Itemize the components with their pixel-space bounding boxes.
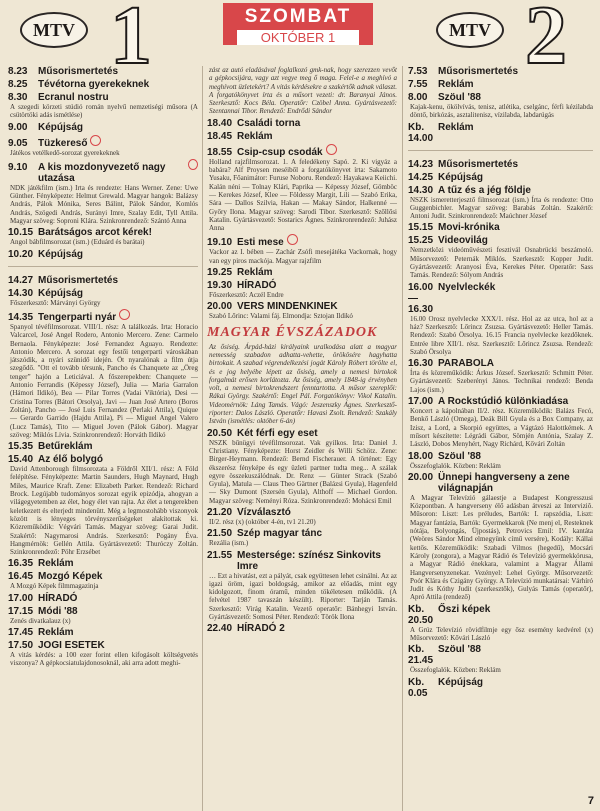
program-title: A tűz és a jég földje: [438, 184, 531, 196]
program-title: Műsorismertetés: [438, 66, 519, 77]
program-heading: [8, 309, 198, 323]
mtv1-schedule: [8, 66, 198, 811]
program-time: 14.30: [408, 184, 434, 196]
program-description: Zenés divatkalauz (x): [10, 616, 71, 625]
program-title: Műsorismertetés: [38, 66, 119, 77]
program-description: Holland rajzfilmsorozat. 1. A feledékeny Sapó. 2. Ki vigyáz a babára? Alf Proysen meséiből a forgatókönyvet írta: Sakamoto Yusaku, Főanimátor: Furuse Noboru. Rendező: Hayakawa Keiichi. Kalán néni — Tolnay Klári, Paprika — Képessy József, Gömböc — Kerekes József, Klee — Földessy Margit, Lili — Szabó Erika, Sára — Dallos Szilvia, Hakan — Makay Sándor, Halkenné — Győry Ilona. Magyar szöveg: Sarodi Tibor. Szerkesztő: Szőllősi Katalin. Gyártásvezető: Sostarics Ágnes. Szinkronrendező: Juhász Anna: [209, 157, 397, 233]
program-heading: [8, 593, 198, 604]
program-heading: [408, 222, 593, 233]
program-item: [408, 159, 593, 170]
program-item: [408, 677, 593, 699]
program-description: Vackor az I. bében — Zachár Zsófi mesejátéka Vackornak, hogy van egy piros mackója. Magyar rajzfilm: [209, 248, 397, 265]
program-heading: [408, 677, 593, 699]
program-time: 20.00: [207, 301, 233, 313]
program-item: [408, 122, 593, 144]
program-description: Főszerkesztő: Aczél Endre: [209, 291, 284, 300]
program-heading: [408, 235, 593, 246]
program-title: HÍRADÓ: [237, 280, 277, 292]
program-item: [207, 623, 397, 634]
program-title: Mozgó Képek: [38, 571, 103, 583]
program-heading: [408, 358, 593, 369]
program-description: II/2. rész (x) (október 4-én, tv1 21.20): [209, 517, 316, 526]
program-title: Tengerparti nyár: [38, 311, 117, 323]
program-title: A Rockstúdió különkiadása: [438, 396, 569, 408]
program-heading: [207, 528, 397, 539]
program-time: 18.40: [207, 117, 233, 129]
program-description: NSZK bűnügyi tévéfilmsorozat. Vak gyilkos. Irta: Daniel J. Christiany. Fényképezte: Horst Zeidler és Willi Schötz. Zene: Birger-Heymann. Rendező: Bernd Fischerauer. A történet: Egy ékszerész fényképe és egy üzleti partner tudta meg... A szálak egyre összekuszálódnak. Dr. Renz — Günter Strack (Szabó Gyula), Matula — Claus Theo Gärtner (Balázsi Gyula), Hagenfeld — Sky Dumont (Szersén Gyula), Althoff — Michael Gordon. Magyar szöveg: Neményi Róza. Szinkronrendező: Mohácsi Emil: [209, 438, 397, 505]
program-heading: [207, 623, 397, 634]
program-time: 17.50: [8, 639, 34, 651]
program-item: [8, 275, 198, 286]
program-description: 16.00 Orosz nyelvlecke XXX/1. rész. Hol az az utca, hol az a ház? Szerkesztő: Lőrincz Zsuzsa. Gyártásvezető: Heller Tamás. Rendező: Szabó Örsolya. 16.15 Francia nyelvlecke kezdőknek. Entrée libre XII/1. rész. Szerkesztő: Lőrincz Zsuzsa. Rendező: Szabó Örsolya: [410, 314, 593, 356]
program-heading: [8, 288, 198, 299]
program-time: 18.55: [207, 146, 233, 158]
date-label: OKTÓBER 1: [237, 30, 359, 45]
program-description: Az ősiség. Árpád-házi királyaink uralkodása alatt a magyar nemesség szabadon adhatta-vehette, örökösére hagyhatta birtokait. A szabad végrendelkezési jogát Károly Róbert törölte el, és e jog helyébe lépett az ősiség, amely a nemesi birtokok forgalmát erősen korlátozta. Az ősiség, amely 1848-ig érvényben volt, a nemesi birtokrendszert fenntartotta. A műsor szereplői: Rákai György. Szakértő: Engel Pál. Forgatókönyv: Vikol Katalin. Videomérnök: Láng Tamás. Vágó: Jeszenszky Ágnes. Szerkesztő-riporter: Dalos László. Operatőr: Havasi Zsolt. Rendező: Szakály István (ismétlés: október 6-án): [209, 342, 397, 426]
program-item: [8, 122, 198, 133]
continued-schedule: [207, 66, 397, 811]
program-heading: [8, 606, 198, 617]
program-item: [408, 92, 593, 120]
highlight-mark: [188, 159, 198, 170]
program-description: Szabó Lőrinc: Valami fáj. Elmondja: Sztojan Ildikó: [209, 312, 353, 321]
program-item: [8, 79, 198, 90]
program-heading: [207, 507, 397, 518]
program-item: [207, 144, 397, 233]
program-item: [408, 66, 593, 77]
program-item: [207, 131, 397, 142]
program-title: Két férfi egy eset: [237, 427, 318, 439]
program-time: 15.35: [8, 441, 34, 453]
section-divider: [8, 266, 198, 267]
program-time: 18.00: [408, 450, 434, 462]
program-time: 10.20: [8, 248, 34, 260]
program-title: Reklám: [237, 267, 273, 279]
program-title: Ecranul nostru: [38, 92, 109, 103]
program-heading: [8, 558, 198, 569]
program-time: 17.45: [8, 626, 34, 638]
program-title: Szöul '88: [438, 644, 481, 656]
program-heading: [408, 92, 593, 103]
program-title: Reklám: [38, 558, 74, 570]
program-title: JOGI ESETEK: [38, 639, 105, 651]
program-description: David Attenborough filmsorozata a Földről XII/1. rész: A Föld felépítése. Fényképezte: Martin Saunders, Hugh Maynard, Hugh Miles, Maurice Kraft. Zene: Elizabeth Parker. Rendező: Richard Brock. Legújabb tudományos sorozat egyik epizódja, ahogyan a világegyetemben az élet, hogy élet van rajta. Az élet a tengerekben keletkezett és elterjedt mindenütt. Még a legmostohább viszonyok között is lényeges törvényszerűségeket alakítottak ki. Közreműködik: Végvári Tamás. Magyar szöveg: Garai Judit. Szakértő: Nagymarosi András. Szerkesztő: Pogány Éva. Hangmérnök: Gellén Attila. Gyártásvezető: Thuróczy Zoltán. Szinkronrendező: Pöhr Erzsébet: [10, 465, 198, 557]
program-heading: [408, 79, 593, 90]
program-heading: [207, 144, 397, 158]
program-heading: [408, 122, 593, 144]
program-time: 16.45: [8, 571, 34, 583]
program-time: 7.55: [408, 79, 428, 90]
program-heading: [8, 79, 198, 90]
program-item: [8, 227, 198, 246]
program-description: Koncert a kápolnában II/2. rész. Közreműködik: Balázs Fecó, Benkő László (Omega), Deák Bill Gyula és a Box Company, az Izisz, a Lord, a Skorpió együttes, a Vágtázó Halottkémek. A műsort készítette: Légrádi Gábor, Sömjén Antónia, Szalay Z. László, Dobos Menyhért, Nagy Richárd, Kővári Zoltán: [410, 407, 593, 449]
program-time: 21.55: [207, 549, 233, 561]
program-time: 19.25: [207, 267, 233, 279]
program-item: [8, 66, 198, 77]
program-time: 14.23: [408, 158, 434, 170]
program-time: 15.40: [8, 454, 34, 466]
program-title: Reklám: [237, 130, 273, 142]
program-time: 16.35: [8, 558, 34, 570]
program-time: 19.30: [207, 280, 233, 292]
program-heading: [8, 627, 198, 638]
program-item: [207, 343, 397, 426]
program-heading: [207, 118, 397, 129]
program-item: [8, 249, 198, 260]
program-time: 17.15: [8, 605, 34, 617]
program-title: Szöul '88: [438, 450, 481, 462]
program-heading: [408, 644, 593, 666]
program-time: Kb. 20.50: [408, 603, 434, 626]
program-title: Betűreklám: [38, 441, 93, 453]
program-item: [408, 358, 593, 394]
program-title: Reklám: [438, 79, 474, 90]
program-title: Képújság: [438, 171, 484, 183]
program-heading: [408, 185, 593, 196]
program-title: Módi '88: [38, 605, 78, 617]
program-time: 18.45: [207, 130, 233, 142]
program-time: 8.23: [8, 66, 28, 77]
program-time: 14.35: [8, 311, 34, 323]
mtv2-schedule: [408, 66, 593, 811]
program-item: [8, 627, 198, 638]
program-heading: [207, 280, 397, 291]
program-heading: [8, 122, 198, 133]
program-title: Őszi képek: [438, 603, 491, 615]
day-banner: [223, 3, 373, 45]
highlight-mark: [326, 144, 337, 155]
program-title: Képújság: [438, 676, 484, 688]
program-heading: [408, 451, 593, 462]
highlight-mark: [90, 135, 101, 146]
continued-text: zást az autó eladásával foglalkozó gmk-nak, hogy szerezzen vevőt a gépkocsijára, vagy azt vegye meg ő maga. Felel-e a meghívó a meghívott üzletekért? A vitás kérdésekre a szakértők adnak választ. A forgatókönyvet írta és a műsort vezeti: dr. Baranyai János. Szerkesztő: Kocs Béla. Operatőr: Czöbel Anna. Gyártásvezető: Szentannai Tibor. Rendező: Endrődi Sándor: [209, 66, 397, 116]
program-heading: [207, 131, 397, 142]
program-time: 8.00: [408, 92, 428, 103]
program-item: [8, 454, 198, 556]
column-divider: [202, 66, 203, 811]
channel-1-number: 1: [110, 0, 152, 82]
program-time: 15.15: [408, 222, 434, 234]
channel-2-number: 2: [525, 0, 567, 82]
program-item: [207, 428, 397, 505]
program-title: Mestersége: színész Sinkovits Imre: [237, 549, 381, 572]
program-title: HÍRADÓ 2: [237, 623, 285, 635]
program-description: Összefoglalók. Közben: Reklám: [410, 666, 501, 675]
program-time: 16.30: [408, 358, 434, 370]
program-item: [207, 66, 397, 116]
highlight-mark: [119, 309, 130, 320]
program-heading: [8, 249, 198, 260]
program-heading: [207, 550, 397, 572]
program-heading: [8, 640, 198, 651]
program-time: 9.05: [8, 137, 28, 149]
program-time: 14.27: [8, 274, 34, 286]
program-item: [8, 288, 198, 307]
program-time: 14.25: [408, 171, 434, 183]
program-item: [8, 558, 198, 569]
program-time: 9.10: [8, 161, 28, 173]
program-item: [8, 571, 198, 590]
program-description: Spanyol tévéfilmsorozat. VIII/1. rész: A találkozás. Irta: Horacio Valcarcel, José Angel Rodero, Antonio Mercero. Zene: Carmelo Bernaola. Fényképezte: José Fernandez Aguayo. Rendezte: Antonio Mercero. A sorozat egy festői tengerparti városkában játszódik, a nyári szünidő idején. Öt nyaralónak a film útja szegődő. "Ott el tovább térsunk, Pancho és Chanquete az „Öreg tenger” hajón a Leticiával. A főszerepekben: Chanquete — Antonio Ferrandis (Képessy József), Julia — Maria Garralon (Hámori Ildikó), Bea — Pilar Torres (Vadai Viktória), Desi — Cristina Torres (Bátori Orsolya), Javi — Juan José Artero (Boros Zoltán), Pancho — José Luis Fernandez (Perlaki Attila), Quique — Gerardo Garrido (Hajdu Attila), Pi — Miguel Angel Valero (Lucz Tamás), Tito — Miguel Joven (Pálok Gábor). Magyar szöveg: Miklós Lívia. Szinkronrendező: Horváth Ildikó: [10, 322, 198, 439]
program-title: Movi-krónika: [438, 222, 500, 234]
program-heading: [8, 92, 198, 103]
program-item: [207, 550, 397, 622]
program-heading: [8, 159, 198, 184]
program-heading: [8, 454, 198, 465]
program-title: Vízválasztó: [237, 506, 291, 518]
program-title: Csip-csup csodák: [237, 146, 323, 158]
program-heading: [8, 135, 198, 149]
program-item: [8, 309, 198, 439]
program-description: NDK játékfilm (ism.) Irta és rendezte: Hans Werner. Zene: Uwe Günther. Fényképezte: Helmut Grewald. Magyar hangok: Balázsy András, Pálok Mónika, Seres Bálint, Pálok Sándor, Komlós András, Szögedi András, Surányi Imre, Szalay Edit, Tyll Attila. Magyar szöveg: Soproni Klára. Szinkronrendező: Szántó Anna: [10, 183, 198, 226]
program-description: … Ezt a hivatást, ezt a pályát, csak együttesen lehet csinálni. Az az igazi öröm, igazi boldogság, amikor az előadás, mint egy kidolgozott, finom óramű, minden tökéletesen működik. (A felvétel 1987 tavaszán készült). Riporter: Tarján Tamás. Szerkesztő: Virág Katalin. Vezető operatőr: Bánhegyi István. Gyártásvezető: Somosi Péter. Rendező: Török Ilona: [209, 571, 397, 622]
program-title: Ünnepi hangverseny a zene világnapján: [438, 471, 570, 494]
program-description: Főszerkesztő: Márványi György: [10, 298, 101, 307]
program-title: VERS MINDENKINEK: [237, 301, 338, 313]
program-item: [8, 441, 198, 452]
program-heading: [8, 441, 198, 452]
program-heading: [408, 472, 593, 494]
program-time: 19.10: [207, 237, 233, 249]
program-description: A Grúz Televízió rövidfilmje egy ősz esemény kedvérel (x) Műsorvezető: Kővári László: [410, 625, 593, 642]
program-time: 21.50: [207, 528, 233, 540]
program-item: [408, 172, 593, 183]
program-item: [8, 606, 198, 625]
program-time: 9.00: [8, 121, 28, 133]
program-item: [408, 79, 593, 90]
program-time: 21.20: [207, 506, 233, 518]
program-title: Képújság: [38, 248, 84, 260]
program-item: [207, 301, 397, 320]
program-time: 10.15: [8, 227, 34, 239]
program-time: Kb. 14.00: [408, 121, 434, 144]
program-heading: [8, 227, 198, 238]
program-description: A Magyar Televízió gálaestje a Budapest Kongresszusi Központban. A hangverseny élő adásban átveszi az Interviziô. Műsoron: Liszt: Les préludes, Bartók: I. rapszódia, Liszt: Magyar fantázia, Bartók: Gyermekkarok (Ne menj el, Resteknek nótája, Bolyongás, Üjpostás), Petrovics Emil: IV. kantáta (Weöres Sándor Mind elmegyünk című versére), Kodály: Kállai kettős. Közreműködik: Szabadi Vilmos (hegedű), Mocsári Károly (zongora), a Magyar Rádió és Televízió gyermekkórusa, a Magyar Rádió énekkara, valamint a Magyar Állami Hangversenyzenekar. Vezényel: Lehel György. Műsorvezető: Poór Klára és Czigány György. A Televízió munkatársai: Várhíró Judit és Kóthy Judit (szerkesztők), Gulyás Tamás (operatőr), Apró Attila (rendező): [410, 493, 593, 602]
program-item: [8, 593, 198, 604]
program-item: [408, 644, 593, 674]
program-heading: [408, 66, 593, 77]
program-title: Szöul '88: [438, 92, 481, 103]
day-name: SZOMBAT: [244, 6, 352, 27]
program-title: Képújság: [38, 121, 84, 133]
program-description: A szegedi körzeti stúdió román nyelvű nemzetiségi műsora (A csütörtöki adás ismétlése): [10, 103, 198, 120]
program-title: Videovilág: [438, 235, 488, 247]
mtv2-logo: MTV: [436, 12, 504, 48]
program-time: 8.25: [8, 79, 28, 90]
mtv1-logo: MTV: [20, 12, 88, 48]
program-time: 8.30: [8, 92, 28, 103]
program-item: [207, 528, 397, 547]
program-time: 22.40: [207, 623, 233, 635]
highlight-mark: [287, 234, 298, 245]
program-description: A vitás kérdés: a 100 ezer forint ellen kifogásolt költségvetés viszonya? A gépkocsiatulajdonosoknál, aki arra adott meghi-: [10, 650, 198, 668]
program-title: PARABOLA: [438, 358, 494, 370]
program-heading: [8, 66, 198, 77]
program-title: Családi torna: [237, 117, 301, 129]
program-item: [408, 396, 593, 448]
program-title: A kis mozdonyvezető nagy utazása: [38, 161, 166, 184]
program-title: Tüzkereső: [38, 137, 88, 149]
program-heading: [207, 234, 397, 248]
program-heading: [207, 267, 397, 278]
program-item: [8, 92, 198, 120]
program-title: Az élő bolygó: [38, 454, 103, 466]
program-heading: [408, 604, 593, 626]
program-title: Nyelvleckék: [438, 281, 496, 293]
program-item: [408, 472, 593, 602]
program-description: Nemzetközi videóművészeti fesztivál Osnabrücki beszámoló. Műsorvezető: Peternák Miklós. Szerkesztő: Kopper Judit. Gyártásvezető: Aranyosi Éva, Kerekes Péter. Operatőr: Sass Tamás. Rendező: Sólyom András: [410, 246, 593, 280]
program-item: [408, 235, 593, 279]
program-heading: [207, 301, 397, 312]
program-item: [408, 282, 593, 356]
program-heading: [8, 571, 198, 582]
program-title: Barátságos arcot kérek!: [38, 227, 152, 239]
program-time: 17.00: [408, 396, 434, 408]
program-title: Műsorismertetés: [438, 158, 519, 170]
program-description: Írta és közreműködik: Árkus József. Szerkesztő: Schmitt Péter. Gyártásvezető: Szeberényi János. Technikai rendező: Benda Lajos (ism.): [410, 369, 593, 394]
program-description: Rezália (ism.): [209, 539, 249, 548]
program-time: 20.50: [207, 427, 233, 439]
program-item: [207, 118, 397, 129]
program-item: [8, 159, 198, 225]
section-divider: [408, 150, 593, 151]
program-title: Esti mese: [237, 237, 284, 249]
program-description: Angol bábfilmsorozat (ism.) (Eduárd és barátai): [10, 238, 145, 247]
program-time: Kb. 0.05: [408, 676, 428, 699]
program-description: NSZK ismeretterjesztő filmsorozat (ism.) Írta és rendezte: Otto Guggenbichler. Magyar szöveg: Barabás Zoltán. Szakértő: Antoni Judit. Szinkronrendező: Maúchner József: [410, 195, 593, 221]
program-heading: [8, 275, 198, 286]
program-item: [408, 222, 593, 233]
page-number: 7: [587, 795, 594, 807]
program-description: A Mozgó Képek filmmagazinja: [10, 582, 99, 591]
program-heading: [408, 159, 593, 170]
program-heading: [408, 282, 593, 315]
program-item: [207, 507, 397, 526]
program-title: HÍRADÓ: [38, 592, 78, 604]
program-time: 16.00—16.30: [408, 281, 434, 315]
program-title: Tévétorna gyerekeknek: [38, 79, 150, 90]
program-item: [408, 185, 593, 221]
program-item: [207, 267, 397, 278]
program-time: 14.30: [8, 287, 34, 299]
program-time: 20.00: [408, 471, 434, 483]
series-logo: MAGYAR ÉVSZÁZADOK: [207, 324, 378, 340]
program-title: Szép magyar tánc: [237, 528, 323, 540]
program-title: Reklám: [38, 626, 74, 638]
program-description: Játékos vetélkedő-sorozat gyerekeknek: [10, 148, 120, 157]
program-time: 15.25: [408, 235, 434, 247]
program-heading: [408, 396, 593, 407]
program-heading: [207, 428, 397, 439]
program-item: [8, 640, 198, 668]
program-heading: [408, 172, 593, 183]
program-description: Összefoglalók. Közben: Reklám: [410, 461, 501, 470]
program-item: [8, 135, 198, 157]
program-time: Kb. 21.45: [408, 644, 434, 667]
program-title: Műsorismertetés: [38, 274, 119, 286]
program-time: 7.53: [408, 66, 428, 77]
program-item: [408, 451, 593, 470]
program-title: Reklám: [438, 121, 474, 133]
program-item: [207, 234, 397, 265]
program-item: [408, 604, 593, 643]
program-time: 17.00: [8, 592, 34, 604]
program-title: Képújság: [38, 287, 84, 299]
program-description: Kajak-kenu, ökölvívás, tenisz, atlétika, cselgánc, férfi kézilabda döntő, birkózás, asztalitenisz, vízilabda, labdarúgás: [410, 103, 593, 120]
program-item: [207, 280, 397, 299]
column-divider: [402, 66, 403, 811]
